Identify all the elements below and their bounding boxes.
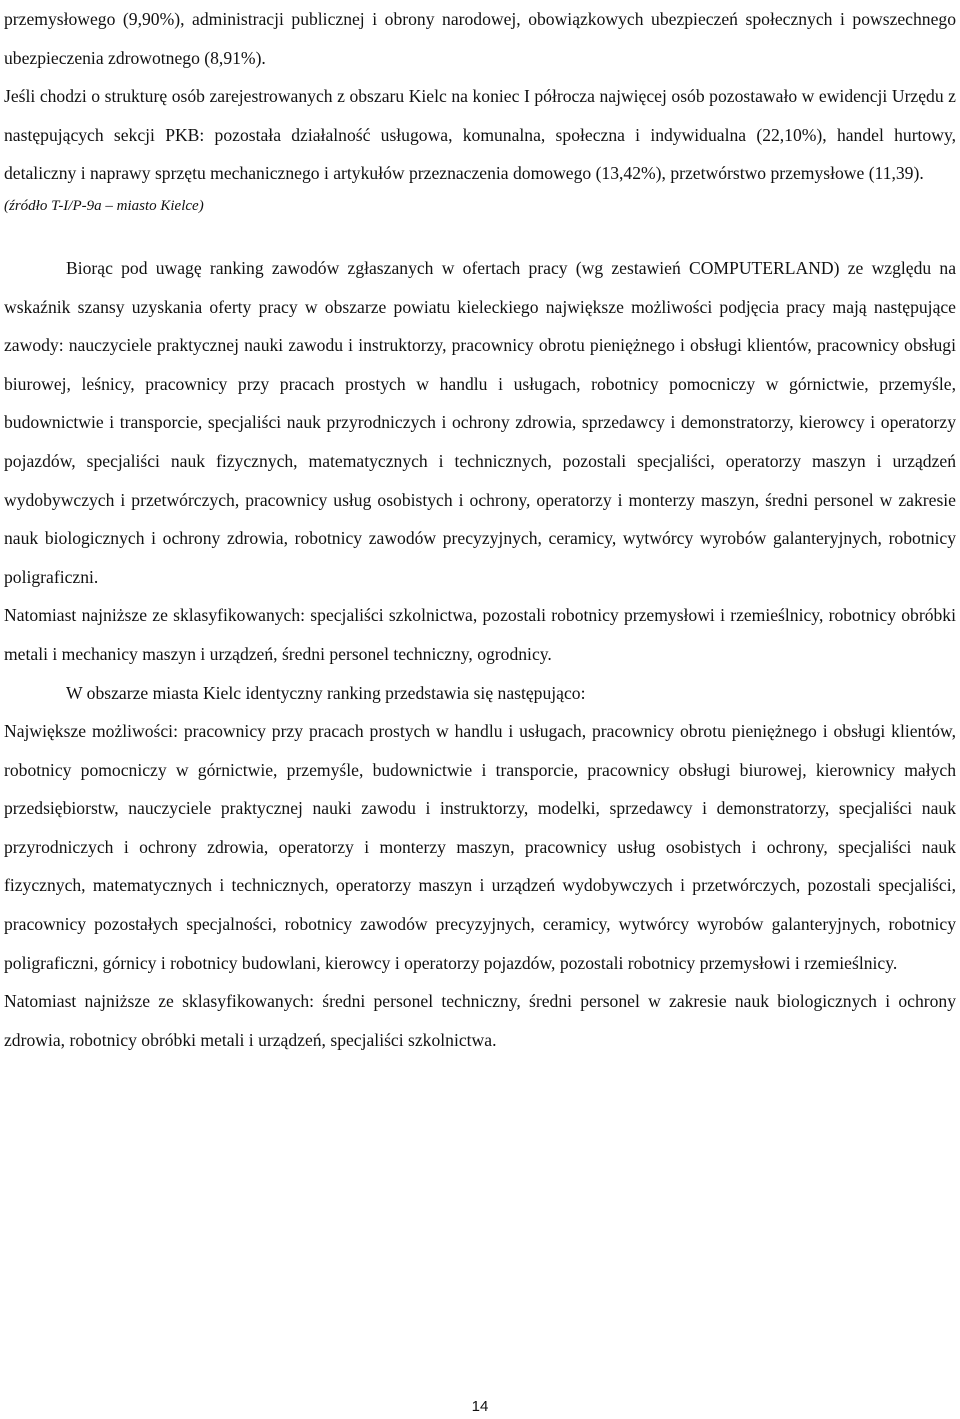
- document-page: [4, 0, 956, 1059]
- spacer: [4, 217, 956, 249]
- paragraph-city-highest: Największe możliwości: pracownicy przy pracach prostych w handlu i usługach, pracownicy obrotu pieniężnego i obsługi klientów, robotnicy pomocniczy w górnictwie, przemyśle, budownictwie i transporcie, pracownicy obsługi biurowej, kierownicy małych przedsiębiorstw, nauczyciele praktycznej nauki zawodu i instruktorzy, modelki, sprzedawcy i demonstratorzy, specjaliści nauk przyrodniczych i ochrony zdrowia, operatorzy i monterzy maszyn, pracownicy usług osobistych i ochrony, specjaliści nauk fizycznych, matematycznych i technicznych, operatorzy maszyn i urządzeń wydobywczych i przetwórczych, pozostali specjaliści, pracownicy pozostałych specjalności, robotnicy zawodów precyzyjnych, ceramicy, wytwórcy wyrobów galanteryjnych, robotnicy poligraficzni, górnicy i robotnicy budowlani, kierowcy i operatorzy pojazdów, pozostali robotnicy przemysłowi i rzemieślnicy.: [4, 721, 956, 973]
- page-number: 14: [471, 1398, 489, 1415]
- paragraph-county-ranking: Biorąc pod uwagę ranking zawodów zgłaszanych w ofertach pracy (wg zestawień COMPUTERLAND) ze względu na wskaźnik szansy uzyskania oferty pracy w obszarze powiatu kieleckiego największe możliwości podjęcia pracy mają następujące zawody: nauczyciele praktycznej nauki zawodu i instruktorzy, pracownicy obrotu pieniężnego i obsługi klientów, pracownicy obsługi biurowej, leśnicy, pracownicy przy pracach prostych w handlu i usługach, robotnicy pomocniczy w górnictwie, przemyśle, budownictwie i transporcie, specjaliści nauk przyrodniczych i ochrony zdrowia, sprzedawcy i demonstratorzy, kierowcy i operatorzy pojazdów, specjaliści nauk fizycznych, matematycznych i technicznych, pozostali specjaliści, operatorzy maszyn i urządzeń wydobywczych i przetwórczych, pracownicy usług osobistych i ochrony, operatorzy i monterzy maszyn, średni personel w zakresie nauk biologicznych i ochrony zdrowia, robotnicy zawodów precyzyjnych, ceramicy, wytwórcy wyrobów galanteryjnych, robotnicy poligraficzni.: [4, 257, 956, 587]
- source-note: (źródło T-I/P-9a – miasto Kielce): [4, 197, 204, 214]
- paragraph-kielce-structure: Jeśli chodzi o strukturę osób zarejestrowanych z obszaru Kielc na koniec I półrocza najwięcej osób pozostawało w ewidencji Urzędu z następujących sekcji PKB: pozostała działalność usługowa, komunalna, społeczna i indywidualna (22,10%), handel hurtowy, detaliczny i naprawy sprzętu mechanicznego i artykułów przeznaczenia domowego (13,42%), przetwórstwo przemysłowe (11,39).: [4, 86, 956, 184]
- paragraph-city-lowest: Natomiast najniższe ze sklasyfikowanych: średni personel techniczny, średni personel w zakresie nauk biologicznych i ochrony zdrowia, robotnicy obróbki metali i urządzeń, specjaliści szkolnictwa.: [4, 991, 956, 1050]
- paragraph-city-intro: W obszarze miasta Kielc identyczny ranking przedstawia się następująco:: [66, 682, 586, 703]
- paragraph-industry-shares: przemysłowego (9,90%), administracji publicznej i obrony narodowej, obowiązkowych ubezpieczeń społecznych i powszechnego ubezpieczenia zdrowotnego (8,91%).: [4, 9, 956, 68]
- paragraph-county-lowest: Natomiast najniższe ze sklasyfikowanych: specjaliści szkolnictwa, pozostali robotnicy przemysłowi i rzemieślnicy, robotnicy obróbki metali i mechanicy maszyn i urządzeń, średni personel techniczny, ogrodnicy.: [4, 605, 956, 664]
